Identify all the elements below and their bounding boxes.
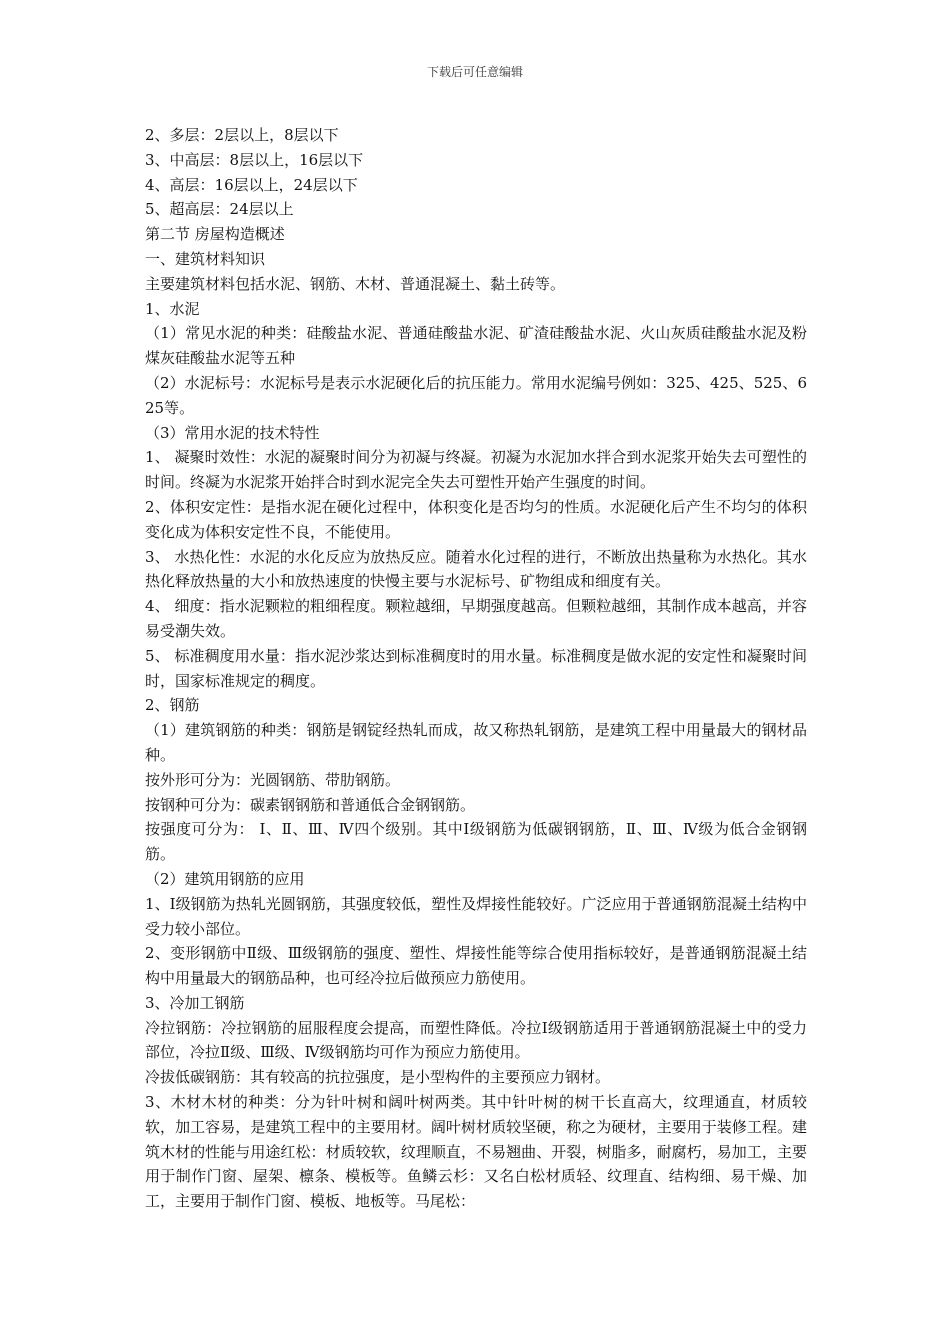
paragraph: 1、 凝聚时效性：水泥的凝聚时间分为初凝与终凝。初凝为水泥加水拌合到水泥浆开始失去可塑性的时间。终凝为水泥浆开始拌合时到水泥完全失去可塑性开始产生强度的时间。 bbox=[145, 448, 807, 492]
paragraph: 3、 水热化性：水泥的水化反应为放热反应。随着水化过程的进行，不断放出热量称为水热化。其水热化释放热量的大小和放热速度的快慢主要与水泥标号、矿物组成和细度有关。 bbox=[145, 547, 807, 591]
paragraph: 5、超高层：24层以上 bbox=[145, 200, 294, 219]
paragraph: 3、木材木材的种类：分为针叶树和阔叶树两类。其中针叶树的树干长直高大，纹理通直，材质较软，加工容易，是建筑工程中的主要用材。阔叶树材质较坚硬，称之为硬材，主要用于装修工程。建筑木材的性能与用途红松：材质较软，纹理顺直，不易翘曲、开裂，树脂多，耐腐朽，易加工，主要用于制作门窗、屋架、檩条、模板等。鱼鳞云杉：又名白松材质轻、纹理直、结构细、易干燥、加工，主要用于制作门窗、模板、地板等。马尾松： bbox=[145, 1093, 807, 1211]
paragraph: 2、变形钢筋中Ⅱ级、Ⅲ级钢筋的强度、塑性、焊接性能等综合使用指标较好，是普通钢筋混凝土结构中用量最大的钢筋品种，也可经冷拉后做预应力筋使用。 bbox=[145, 944, 807, 988]
paragraph: 1、Ⅰ级钢筋为热轧光圆钢筋，其强度较低，塑性及焊接性能较好。广泛应用于普通钢筋混凝土结构中受力较小部位。 bbox=[145, 894, 807, 938]
paragraph: 4、 细度：指水泥颗粒的粗细程度。颗粒越细，早期强度越高。但颗粒越细，其制作成本越高，并容易受潮失效。 bbox=[145, 597, 807, 640]
paragraph: （1）建筑钢筋的种类：钢筋是钢锭经热轧而成，故又称热轧钢筋，是建筑工程中用量最大的钢材品种。 bbox=[145, 721, 807, 764]
paragraph: 按钢种可分为：碳素钢钢筋和普通低合金钢钢筋。 bbox=[145, 795, 476, 814]
paragraph: 5、 标准稠度用水量：指水泥沙浆达到标准稠度时的用水量。标准稠度是做水泥的安定性和凝聚时间时，国家标准规定的稠度。 bbox=[145, 646, 807, 690]
paragraph: （2）建筑用钢筋的应用 bbox=[145, 869, 305, 888]
subsection-title: 一、建筑材料知识 bbox=[145, 249, 266, 268]
paragraph: （3）常用水泥的技术特性 bbox=[145, 423, 320, 442]
paragraph: （2）水泥标号：水泥标号是表示水泥硬化后的抗压能力。常用水泥编号例如：325、425、525、625等。 bbox=[145, 373, 807, 417]
item-heading: 2、钢筋 bbox=[145, 696, 200, 715]
paragraph: （1）常见水泥的种类：硅酸盐水泥、普通硅酸盐水泥、矿渣硅酸盐水泥、火山灰质硅酸盐水泥及粉煤灰硅酸盐水泥等五种 bbox=[145, 324, 807, 368]
item-heading: 1、水泥 bbox=[145, 299, 200, 318]
section-title: 第二节 房屋构造概述 bbox=[145, 225, 285, 244]
paragraph: 4、高层：16层以上，24层以下 bbox=[145, 175, 358, 194]
paragraph: 2、体积安定性：是指水泥在硬化过程中，体积变化是否均匀的性质。水泥硬化后产生不均匀的体积变化成为体积安定性不良，不能使用。 bbox=[145, 497, 807, 541]
item-heading: 3、冷加工钢筋 bbox=[145, 993, 245, 1012]
paragraph: 3、中高层：8层以上，16层以下 bbox=[145, 150, 364, 169]
paragraph: 按外形可分为：光圆钢筋、带肋钢筋。 bbox=[145, 770, 401, 789]
page-header: 下载后可任意编辑 bbox=[426, 65, 523, 79]
paragraph: 2、多层：2层以上，8层以下 bbox=[145, 126, 339, 144]
paragraph: 主要建筑材料包括水泥、钢筋、木材、普通混凝土、黏土砖等。 bbox=[145, 274, 566, 293]
paragraph: 冷拔低碳钢筋：其有较高的抗拉强度，是小型构件的主要预应力钢材。 bbox=[145, 1068, 611, 1087]
paragraph: 冷拉钢筋：冷拉钢筋的屈服程度会提高，而塑性降低。冷拉Ⅰ级钢筋适用于普通钢筋混凝土中的受力部位，冷拉Ⅱ级、Ⅲ级、Ⅳ级钢筋均可作为预应力筋使用。 bbox=[145, 1018, 807, 1062]
document-body bbox=[145, 123, 807, 1214]
paragraph: 按强度可分为： Ⅰ、Ⅱ、Ⅲ、Ⅳ四个级别。其中Ⅰ级钢筋为低碳钢钢筋，Ⅱ、Ⅲ、Ⅳ级为低合金钢钢筋。 bbox=[145, 820, 807, 864]
